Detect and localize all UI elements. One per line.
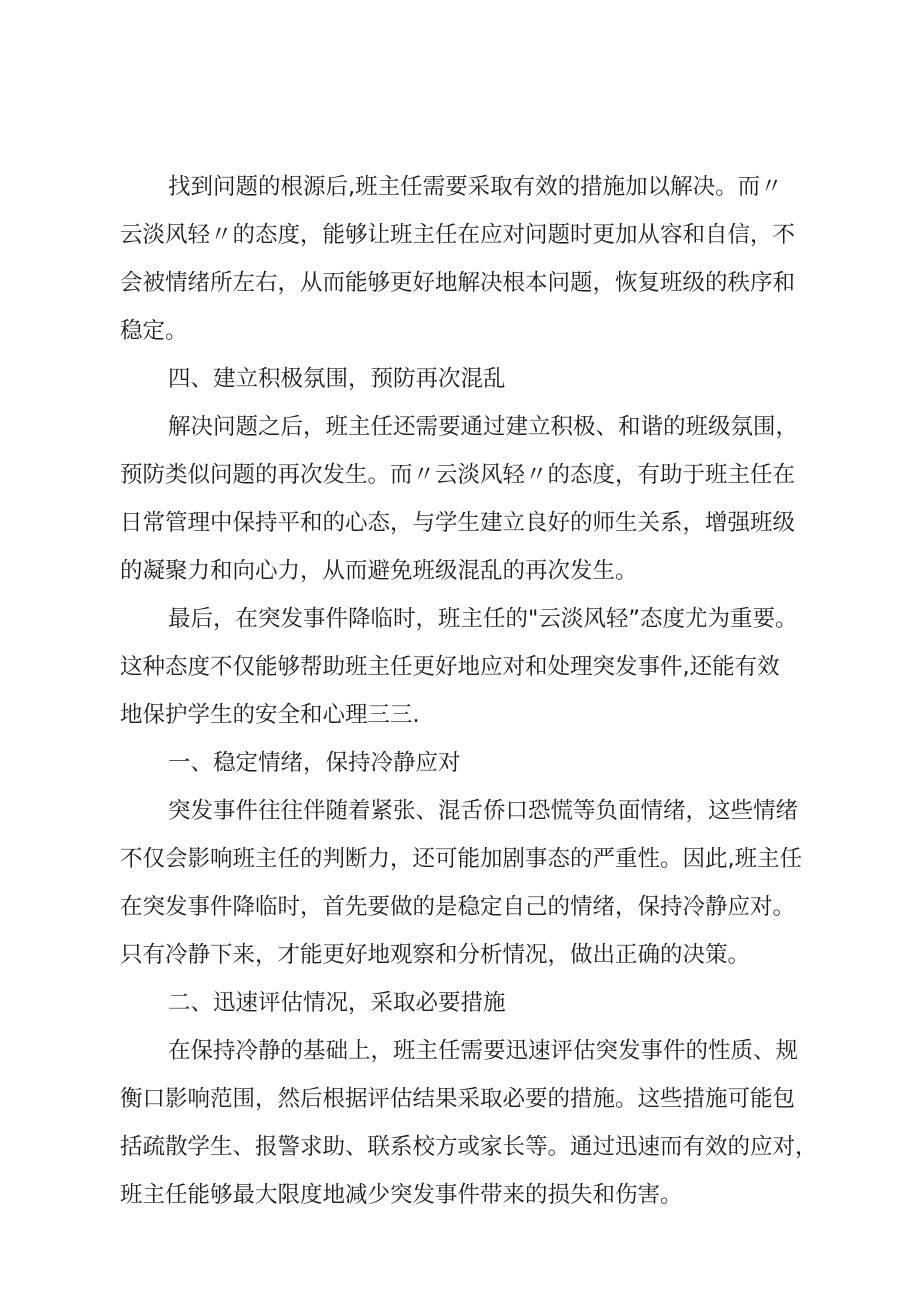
paragraph-2 (120, 403, 820, 595)
text-line: 日常管理中保持平和的心态，与学生建立良好的师生关系，增强班级 (120, 510, 796, 536)
paragraph-3 (120, 595, 820, 739)
text-line: 在突发事件降临时，首先要做的是稳定自己的情绪，保持冷静应对。 (120, 894, 796, 920)
text-line: 班主任能够最大限度地减少突发事件带来的损失和伤害。 (120, 1182, 683, 1208)
text-line: 稳定。 (120, 318, 188, 344)
paragraph-5 (120, 1027, 820, 1219)
text-line: 突发事件往往伴随着紧张、混舌侨口恐慌等负面情绪，这些情绪 (168, 798, 799, 824)
heading-text: 四、建立积极氛围，预防再次混乱 (168, 366, 506, 392)
text-line: 解决问题之后，班主任还需要通过建立积极、和谐的班级氛围， (168, 414, 799, 440)
text-line: 不仅会影响班主任的判断力，还可能加剧事态的严重性。因此,班主任 (120, 846, 803, 872)
text-line: 这种态度不仅能够帮助班主任更好地应对和处理突发事件,还能有效 (120, 654, 780, 680)
heading-text: 一、稳定情绪，保持冷静应对 (168, 750, 461, 776)
text-line: 在保持冷静的基础上，班主任需要迅速评估突发事件的性质、规 (168, 1038, 799, 1064)
text-line: 预防类似问题的再次发生。而〃云淡风轻〃的态度，有助于班主任在 (120, 462, 796, 488)
text-line: 找到问题的根源后,班主任需要采取有效的措施加以解决。而〃 (168, 174, 783, 200)
document-body (120, 163, 820, 1219)
text-line: 会被情绪所左右，从而能够更好地解决根本问题，恢复班级的秩序和 (120, 270, 796, 296)
section-heading-1 (120, 739, 820, 787)
text-line: 只有冷静下来，才能更好地观察和分析情况，做出正确的决策。 (120, 942, 751, 968)
text-line: 云淡风轻〃的态度，能够让班主任在应对问题时更加从容和自信，不 (120, 222, 796, 248)
text-line: 地保护学生的安全和心理三三. (120, 702, 420, 728)
heading-text: 二、迅速评估情况，采取必要措施 (168, 990, 506, 1016)
paragraph-1 (120, 163, 820, 355)
text-line: 括疏散学生、报警求助、联系校方或家长等。通过迅速而有效的应对， (120, 1134, 818, 1160)
paragraph-4 (120, 787, 820, 979)
text-line: 的凝聚力和向心力，从而避免班级混乱的再次发生。 (120, 558, 638, 584)
section-heading-4 (120, 355, 820, 403)
text-line: 衡口影响范围，然后根据评估结果采取必要的措施。这些措施可能包 (120, 1086, 796, 1112)
text-line: 最后，在突发事件降临时，班主任的"云淡风轻”态度尤为重要。 (168, 606, 798, 632)
section-heading-2 (120, 979, 820, 1027)
